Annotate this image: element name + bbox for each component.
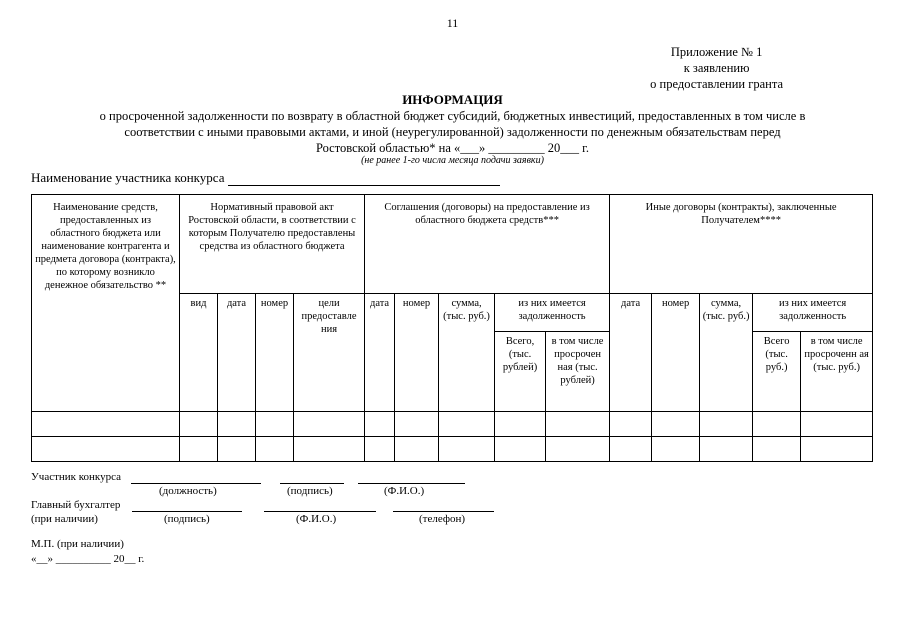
table-row	[32, 437, 873, 462]
header-g2-number: номер	[395, 294, 439, 412]
accountant-phone-field[interactable]	[393, 511, 494, 512]
document-title: ИНФОРМАЦИЯ	[402, 92, 503, 107]
stamp-label: М.П. (при наличии)	[31, 538, 124, 550]
header-g1-number: номер	[256, 294, 294, 412]
table-cell[interactable]	[439, 412, 495, 437]
appendix-line-2: к заявлению	[683, 61, 750, 75]
accountant-signature-field[interactable]	[132, 511, 242, 512]
appendix-line-1: Приложение № 1	[670, 45, 763, 59]
table-cell[interactable]	[180, 412, 218, 437]
table-cell[interactable]	[256, 437, 294, 462]
signature-caption: (подпись)	[287, 485, 333, 497]
table-cell[interactable]	[395, 437, 439, 462]
participant-name-field[interactable]	[228, 185, 500, 186]
table-cell[interactable]	[180, 437, 218, 462]
table-cell[interactable]	[495, 412, 546, 437]
chief-accountant-label: Главный бухгалтер	[31, 499, 121, 511]
header-agreements: Соглашения (договоры) на предоставление из областного бюджета средств***	[365, 195, 610, 294]
position-caption: (должность)	[159, 485, 217, 497]
table-cell[interactable]	[439, 437, 495, 462]
table-cell[interactable]	[546, 437, 610, 462]
header-g3-overdue: в том числе просроченн ая (тыс. руб.)	[801, 332, 873, 412]
table-cell[interactable]	[218, 412, 256, 437]
header-g2-total: Всего, (тыс. рублей)	[495, 332, 546, 412]
table-cell[interactable]	[700, 412, 753, 437]
page-number: 11	[446, 16, 459, 30]
accountant-fio-caption: (Ф.И.О.)	[296, 513, 337, 525]
header-g3-total: Всего (тыс. руб.)	[753, 332, 801, 412]
table-cell[interactable]	[395, 412, 439, 437]
header-g3-number: номер	[652, 294, 700, 412]
table-cell[interactable]	[546, 412, 610, 437]
fio-field[interactable]	[358, 483, 465, 484]
subtitle-line-3: Ростовской областью* на «___» _________ 20___ г.	[315, 141, 590, 155]
table-cell[interactable]	[495, 437, 546, 462]
document-subtitle	[40, 108, 865, 156]
if-present-caption: (при наличии)	[31, 513, 98, 525]
table-cell[interactable]	[700, 437, 753, 462]
header-g3-sum: сумма, (тыс. руб.)	[700, 294, 753, 412]
table-cell[interactable]	[753, 437, 801, 462]
header-other-contracts: Иные договоры (контракты), заключенные Получателем****	[610, 195, 873, 294]
table-cell[interactable]	[610, 437, 652, 462]
table-cell[interactable]	[365, 437, 395, 462]
header-g2-date: дата	[365, 294, 395, 412]
date-line: «__» __________ 20__ г.	[31, 553, 145, 565]
phone-caption: (телефон)	[419, 513, 466, 525]
table-cell[interactable]	[801, 412, 873, 437]
table-cell[interactable]	[610, 412, 652, 437]
debt-table	[31, 194, 873, 462]
table-cell[interactable]	[753, 412, 801, 437]
header-g1-vid: вид	[180, 294, 218, 412]
header-g2-debt: из них имеется задолженность	[495, 294, 610, 332]
date-note: (не ранее 1-го числа месяца подачи заявки)	[361, 155, 544, 166]
fio-caption: (Ф.И.О.)	[384, 485, 425, 497]
participant-name-row	[31, 170, 500, 186]
appendix-block	[650, 44, 783, 92]
accountant-fio-field[interactable]	[264, 511, 376, 512]
subtitle-line-2: соответствии с иными правовыми актами, и иной (неурегулированной) задолженности по денежным обязательствам перед	[124, 125, 781, 139]
header-legal-act: Нормативный правовой акт Ростовской области, в соответствии с которым Получателю предоставлены средства из областного бюджета	[180, 195, 365, 294]
participant-label: Наименование участника конкурса	[31, 170, 225, 185]
table-cell[interactable]	[32, 437, 180, 462]
table-cell[interactable]	[652, 437, 700, 462]
signature-field[interactable]	[280, 483, 344, 484]
table-cell[interactable]	[365, 412, 395, 437]
subtitle-line-1: о просроченной задолженности по возврату в областной бюджет субсидий, бюджетных инвестиций, предоставленных в том числе в	[99, 109, 806, 123]
table-cell[interactable]	[294, 412, 365, 437]
table-cell[interactable]	[801, 437, 873, 462]
header-g3-debt: из них имеется задолженность	[753, 294, 873, 332]
accountant-signature-caption: (подпись)	[164, 513, 210, 525]
table-cell[interactable]	[294, 437, 365, 462]
header-g2-sum: сумма, (тыс. руб.)	[439, 294, 495, 412]
table-row	[32, 412, 873, 437]
header-g1-date: дата	[218, 294, 256, 412]
table-cell[interactable]	[652, 412, 700, 437]
appendix-line-3: о предоставлении гранта	[650, 77, 783, 91]
table-cell[interactable]	[218, 437, 256, 462]
header-funds-name: Наименование средств, предоставленных из областного бюджета или наименование контрагента и предмета договора (контракта), по которому возникло денежное обязательство **	[32, 195, 180, 412]
header-g2-overdue: в том числе просрочен ная (тыс. рублей)	[546, 332, 610, 412]
header-g3-date: дата	[610, 294, 652, 412]
header-g1-goals: цели предоставле ния	[294, 294, 365, 412]
participant-sign-label: Участник конкурса	[31, 471, 122, 483]
position-field[interactable]	[131, 483, 261, 484]
table-cell[interactable]	[256, 412, 294, 437]
table-cell[interactable]	[32, 412, 180, 437]
